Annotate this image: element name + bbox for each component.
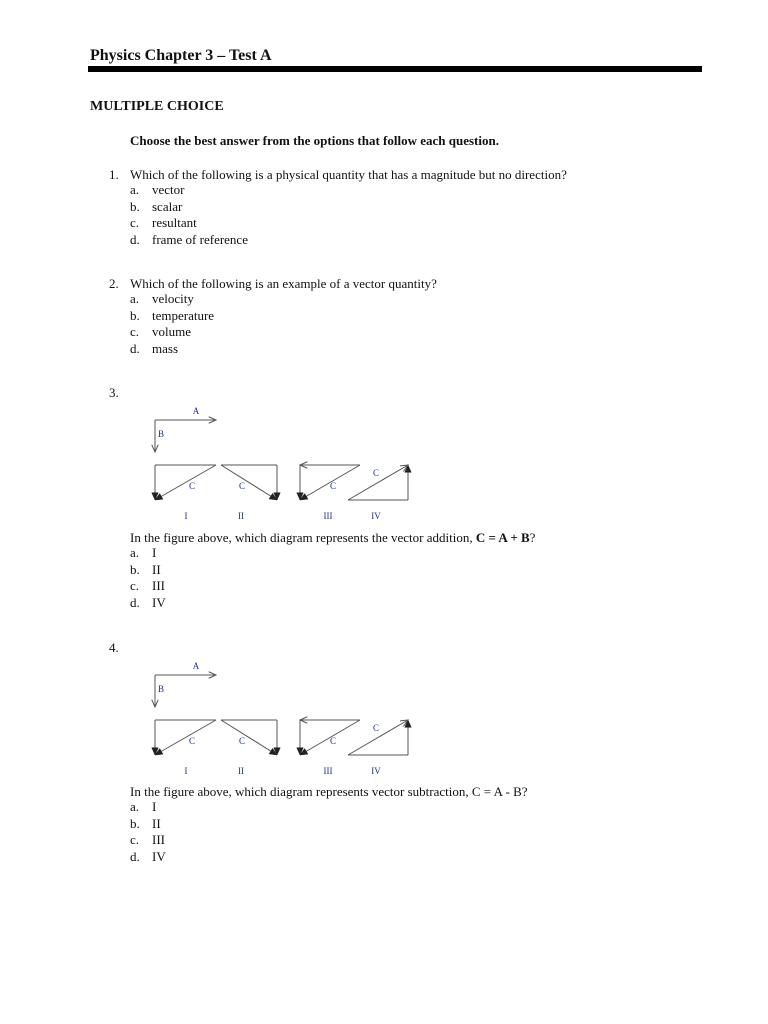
- diagram-i-c: [155, 465, 216, 500]
- diagram-caption: I: [184, 766, 188, 776]
- option-a[interactable]: a. vector: [130, 182, 185, 197]
- diagram-iv-c-label: C: [372, 468, 380, 478]
- diagram-i-c-label: C: [188, 736, 196, 746]
- option-a[interactable]: a. I: [130, 799, 157, 814]
- vector-b-label: B: [157, 684, 165, 694]
- vector-figure: [140, 400, 430, 530]
- question-text: Which of the following is an example of a vector quantity?: [130, 276, 437, 291]
- diagram-ii-c: [221, 465, 277, 500]
- option-c[interactable]: c. III: [130, 832, 165, 848]
- vector-a-label: A: [192, 406, 200, 416]
- diagram-caption: III: [323, 766, 333, 776]
- option-a[interactable]: a. I: [130, 545, 157, 560]
- vector-figure: [140, 655, 430, 785]
- option-d[interactable]: d. IV: [130, 848, 166, 864]
- diagram-caption: II: [238, 511, 244, 521]
- diagram-caption: III: [323, 511, 333, 521]
- option-c[interactable]: c. III: [130, 578, 165, 594]
- option-list: [130, 799, 166, 865]
- diagram-iv-c-label: C: [372, 723, 380, 733]
- diagram-caption: II: [238, 766, 244, 776]
- diagram-ii-c: [221, 720, 277, 755]
- question-number: 1.: [109, 167, 119, 182]
- option-c[interactable]: c. volume: [130, 324, 191, 340]
- option-a[interactable]: a. velocity: [130, 291, 194, 306]
- diagram-caption: IV: [371, 511, 381, 521]
- diagram-iii-c-label: C: [329, 736, 337, 746]
- question-text: In the figure above, which diagram represents the vector addition, C = A + B?: [130, 530, 536, 545]
- diagram-caption: I: [184, 511, 188, 521]
- option-list: [130, 291, 214, 357]
- option-b[interactable]: b. II: [130, 561, 161, 577]
- diagram-ii-c-label: C: [238, 736, 246, 746]
- diagram-iii-c-label: C: [329, 481, 337, 491]
- option-list: [130, 545, 166, 611]
- option-b[interactable]: b. scalar: [130, 198, 183, 214]
- vector-b-label: B: [157, 429, 165, 439]
- option-b[interactable]: b. temperature: [130, 307, 215, 323]
- page-title: Physics Chapter 3 – Test A: [90, 47, 272, 64]
- section-heading: MULTIPLE CHOICE: [90, 99, 224, 114]
- title-rule: [88, 66, 702, 72]
- option-d[interactable]: d. mass: [130, 340, 178, 356]
- diagram-i-c-label: C: [188, 481, 196, 491]
- question-number: 3.: [109, 385, 119, 400]
- diagram-ii-c-label: C: [238, 481, 246, 491]
- option-d[interactable]: d. IV: [130, 594, 166, 610]
- question-text: In the figure above, which diagram represents vector subtraction, C = A - B?: [130, 784, 528, 799]
- diagram-caption: IV: [371, 766, 381, 776]
- instructions: Choose the best answer from the options that follow each question.: [130, 133, 499, 148]
- option-list: [130, 182, 248, 248]
- question-number: 2.: [109, 276, 119, 291]
- option-c[interactable]: c. resultant: [130, 215, 197, 231]
- diagram-i-c: [155, 720, 216, 755]
- question-number: 4.: [109, 640, 119, 655]
- question-text: Which of the following is a physical quantity that has a magnitude but no direction?: [130, 167, 567, 182]
- option-d[interactable]: d. frame of reference: [130, 231, 248, 247]
- vector-a-label: A: [192, 661, 200, 671]
- option-b[interactable]: b. II: [130, 815, 161, 831]
